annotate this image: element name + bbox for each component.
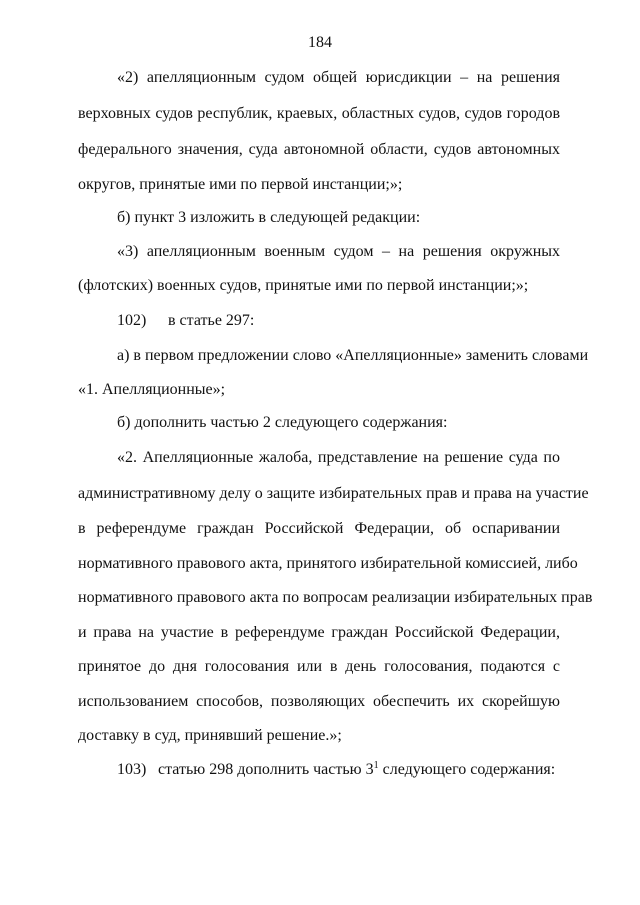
text-line: верховных судов республик, краевых, областных судов, судов городов [78, 105, 560, 122]
text-line: в референдуме граждан Российской Федерации, об оспаривании [78, 520, 560, 537]
text-line: б) пункт 3 изложить в следующей редакции: [117, 209, 421, 226]
text-line: и права на участие в референдуме граждан Российской Федерации, [78, 624, 560, 641]
text-line: принятое до дня голосования или в день голосования, подаются с [78, 658, 560, 675]
text-line: б) дополнить частью 2 следующего содержания: [117, 414, 448, 431]
text-line: использованием способов, позволяющих обеспечить их скорейшую [78, 693, 560, 710]
text-line: «1. Апелляционные»; [78, 381, 226, 398]
text-line: (флотских) военных судов, принятые ими по первой инстанции;»; [78, 277, 529, 294]
item-text [158, 760, 555, 780]
item-number: 103) [117, 761, 147, 778]
text-line: «3) апелляционным военным судом – на решения окружных [117, 243, 560, 260]
item-text-after: следующего содержания: [378, 761, 556, 778]
item-superscript: 1 [373, 760, 379, 771]
text-line: «2) апелляционным судом общей юрисдикции – на решения [117, 69, 560, 86]
item-text-before: статью 298 дополнить частью 3 [158, 761, 374, 778]
text-line: административному делу о защите избирательных прав и права на участие [78, 485, 589, 502]
text-line: нормативного правового акта, принятого избирательной комиссией, либо [78, 555, 578, 572]
text-line: нормативного правового акта по вопросам реализации избирательных прав [78, 589, 593, 606]
text-line: «2. Апелляционные жалоба, представление на решение суда по [117, 449, 560, 466]
text-line: а) в первом предложении слово «Апелляционные» заменить словами [117, 347, 589, 364]
text-line: доставку в суд, принявший решение.»; [78, 727, 342, 744]
text-line: округов, принятые ими по первой инстанции;»; [78, 176, 403, 193]
page-number: 184 [308, 34, 332, 51]
item-number: 102) [117, 312, 147, 329]
text-line: федерального значения, суда автономной области, судов автономных [78, 141, 560, 158]
item-text: в статье 297: [168, 312, 255, 329]
